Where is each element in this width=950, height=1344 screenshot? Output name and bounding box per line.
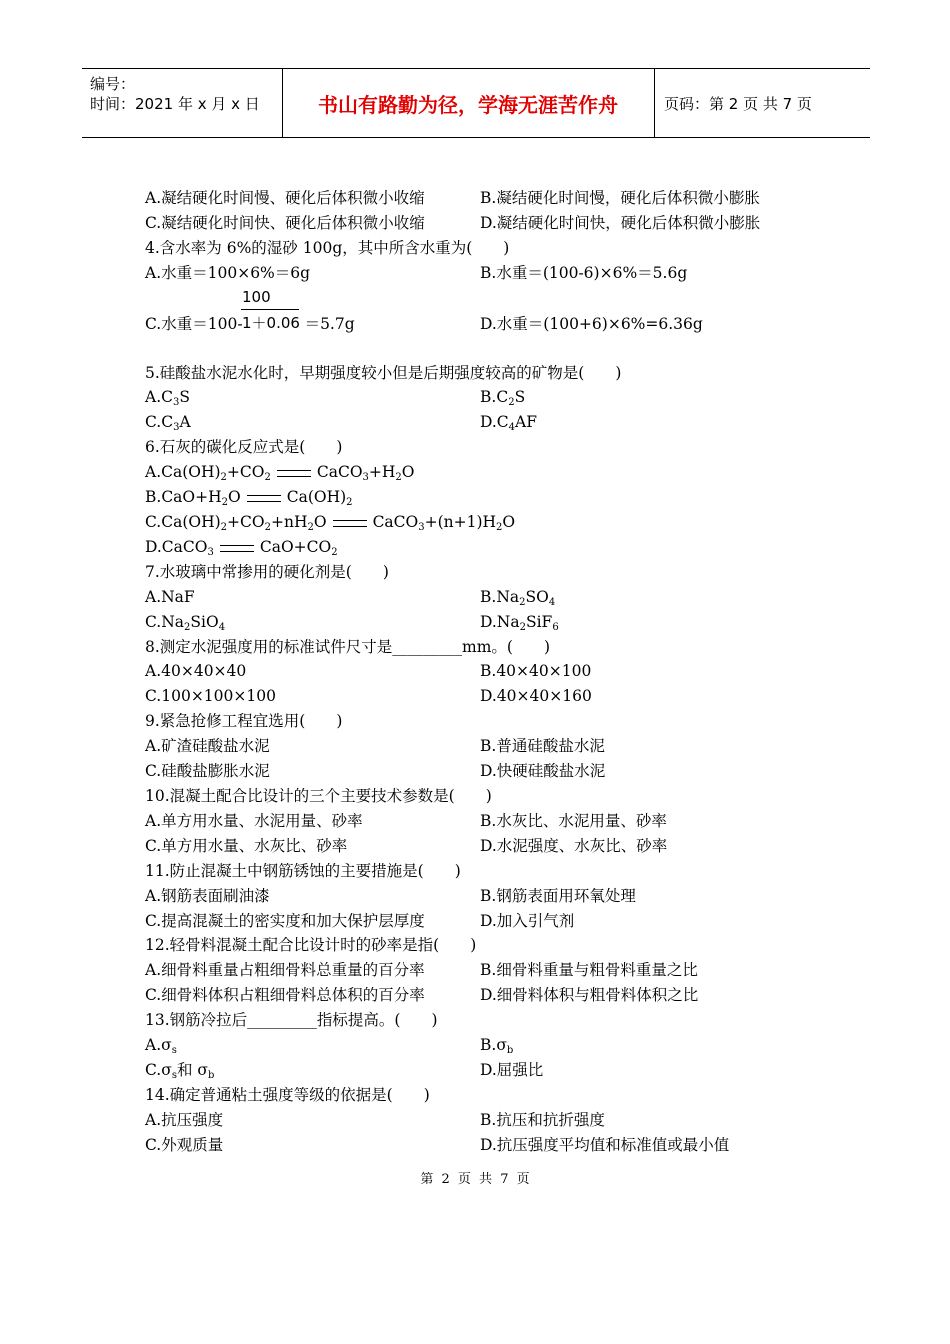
q10-stem: 10.混凝土配合比设计的三个主要技术参数是( ): [145, 787, 492, 805]
q4-option-b: B.水重＝(100-6)×6%＝5.6g: [480, 264, 688, 282]
q8-option-c: C.100×100×100: [145, 687, 276, 705]
q14-option-d: D.抗压强度平均值和标准值或最小值: [480, 1136, 730, 1154]
q12-option-c: C.细骨料体积占粗细骨料总体积的百分率: [145, 986, 425, 1004]
q9-option-a: A.矿渣硅酸盐水泥: [145, 737, 270, 755]
q4-stem: 4.含水率为 6%的湿砂 100g，其中所含水重为( ): [145, 239, 510, 257]
q10-option-b: B.水灰比、水泥用量、砂率: [480, 812, 667, 830]
page-footer: 第 2 页 共 7 页: [420, 1172, 530, 1187]
q11-option-d: D.加入引气剂: [480, 912, 575, 930]
q10-option-a: A.单方用水量、水泥用量、砂率: [145, 812, 363, 830]
q7-option-d: $D.Na_2SiF_6$: [480, 613, 559, 633]
q7-option-b: $B.Na_2SO_4$: [480, 588, 556, 608]
q8-option-a: A.40×40×40: [145, 662, 247, 680]
header-motto: 书山有路勤为径，学海无涯苦作舟: [282, 69, 655, 137]
q12-option-d: D.细骨料体积与粗骨料体积之比: [480, 986, 699, 1004]
q11-option-a: A.钢筋表面刷油漆: [145, 887, 270, 905]
q14-option-a: A.抗压强度: [145, 1111, 224, 1129]
q13-option-d: D.屈强比: [480, 1061, 544, 1079]
q14-stem: 14.确定普通粘土强度等级的依据是( ): [145, 1086, 430, 1104]
q12-stem: 12.轻骨料混凝土配合比设计时的砂率是指( ): [145, 936, 477, 954]
equals-sign: [220, 545, 254, 552]
header-page-info: 页码：第 2 页 共 7 页: [664, 94, 812, 113]
q14-option-c: C.外观质量: [145, 1136, 224, 1154]
q12-option-b: B.细骨料重量与粗骨料重量之比: [480, 961, 698, 979]
q14-option-b: B.抗压和抗折强度: [480, 1111, 605, 1129]
q8-option-d: D.40×40×160: [480, 687, 592, 705]
q5-option-c: $C.C_3A$: [145, 413, 191, 433]
q7-option-c: $C.Na_2SiO_4$: [145, 613, 226, 633]
q5-option-a: $A.C_3S$: [145, 388, 190, 408]
q9-option-b: B.普通硅酸盐水泥: [480, 737, 605, 755]
q6-option-b: $B.CaO+H_2O$ $Ca(OH)_2$: [145, 488, 353, 508]
q6-option-c: $C.Ca(OH)_2+CO_2+nH_2O$ $CaCO_3+(n+1)H_2O$: [145, 513, 516, 533]
q3-option-b: B.凝结硬化时间慢，硬化后体积微小膨胀: [480, 189, 760, 207]
q5-option-d: $D.C_4AF$: [480, 413, 537, 433]
q8-option-b: B.40×40×100: [480, 662, 592, 680]
q4-fraction-bar: [241, 309, 299, 310]
document-date: 时间：2021 年 x 月 x 日: [90, 95, 260, 113]
q13-option-b: $B.\sigma_b$: [480, 1036, 514, 1056]
q10-option-c: C.单方用水量、水灰比、砂率: [145, 837, 348, 855]
q9-option-d: D.快硬硅酸盐水泥: [480, 762, 606, 780]
q4-option-a: A.水重＝100×6%＝6g: [145, 264, 311, 282]
equals-sign: [333, 520, 367, 527]
q7-option-a: A.NaF: [145, 588, 195, 606]
q6-stem: 6.石灰的碳化反应式是( ): [145, 438, 343, 456]
q10-option-d: D.水泥强度、水灰比、砂率: [480, 837, 668, 855]
q3-option-c: C.凝结硬化时间快、硬化后体积微小收缩: [145, 214, 425, 232]
q4-option-c: C.水重＝100- ＝5.7g: [145, 315, 355, 333]
q13-stem: 13.钢筋冷拉后_________指标提高。( ): [145, 1011, 438, 1029]
q3-option-a: A.凝结硬化时间慢、硬化后体积微小收缩: [145, 189, 425, 207]
document-number-label: 编号：: [90, 75, 136, 93]
q3-option-d: D.凝结硬化时间快，硬化后体积微小膨胀: [480, 214, 761, 232]
q4-fraction-numerator: 100: [242, 288, 271, 306]
q6-option-a: $A.Ca(OH)_2+CO_2$ $CaCO_3+H_2O$: [145, 463, 415, 483]
equals-sign: [277, 470, 311, 477]
q11-option-c: C.提高混凝土的密实度和加大保护层厚度: [145, 912, 425, 930]
q8-stem: 8.测定水泥强度用的标准试件尺寸是_________mm。( ): [145, 638, 551, 656]
q4-option-d: D.水重＝(100+6)×6%=6.36g: [480, 315, 703, 333]
q5-option-b: $B.C_2S$: [480, 388, 526, 408]
q4-fraction-denominator: 1＋0.06: [242, 314, 300, 332]
header-meta: [82, 69, 283, 137]
q11-option-b: B.钢筋表面用环氧处理: [480, 887, 636, 905]
q11-stem: 11.防止混凝土中钢筋锈蚀的主要措施是( ): [145, 862, 461, 880]
q6-option-d: D.CaCO$_3$ $CaO+CO_2$: [145, 538, 338, 558]
q12-option-a: A.细骨料重量占粗细骨料总重量的百分率: [145, 961, 425, 979]
q9-stem: 9.紧急抢修工程宜选用( ): [145, 712, 343, 730]
q7-stem: 7.水玻璃中常掺用的硬化剂是( ): [145, 563, 389, 581]
page-header: [82, 68, 870, 138]
q13-option-c: $C.\sigma_s$和 $\sigma_b$: [145, 1061, 215, 1081]
q5-stem: 5.硅酸盐水泥水化时，早期强度较小但是后期强度较高的矿物是( ): [145, 364, 622, 382]
q13-option-a: $A.\sigma_s$: [145, 1036, 177, 1056]
q9-option-c: C.硅酸盐膨胀水泥: [145, 762, 270, 780]
equals-sign: [247, 495, 281, 502]
